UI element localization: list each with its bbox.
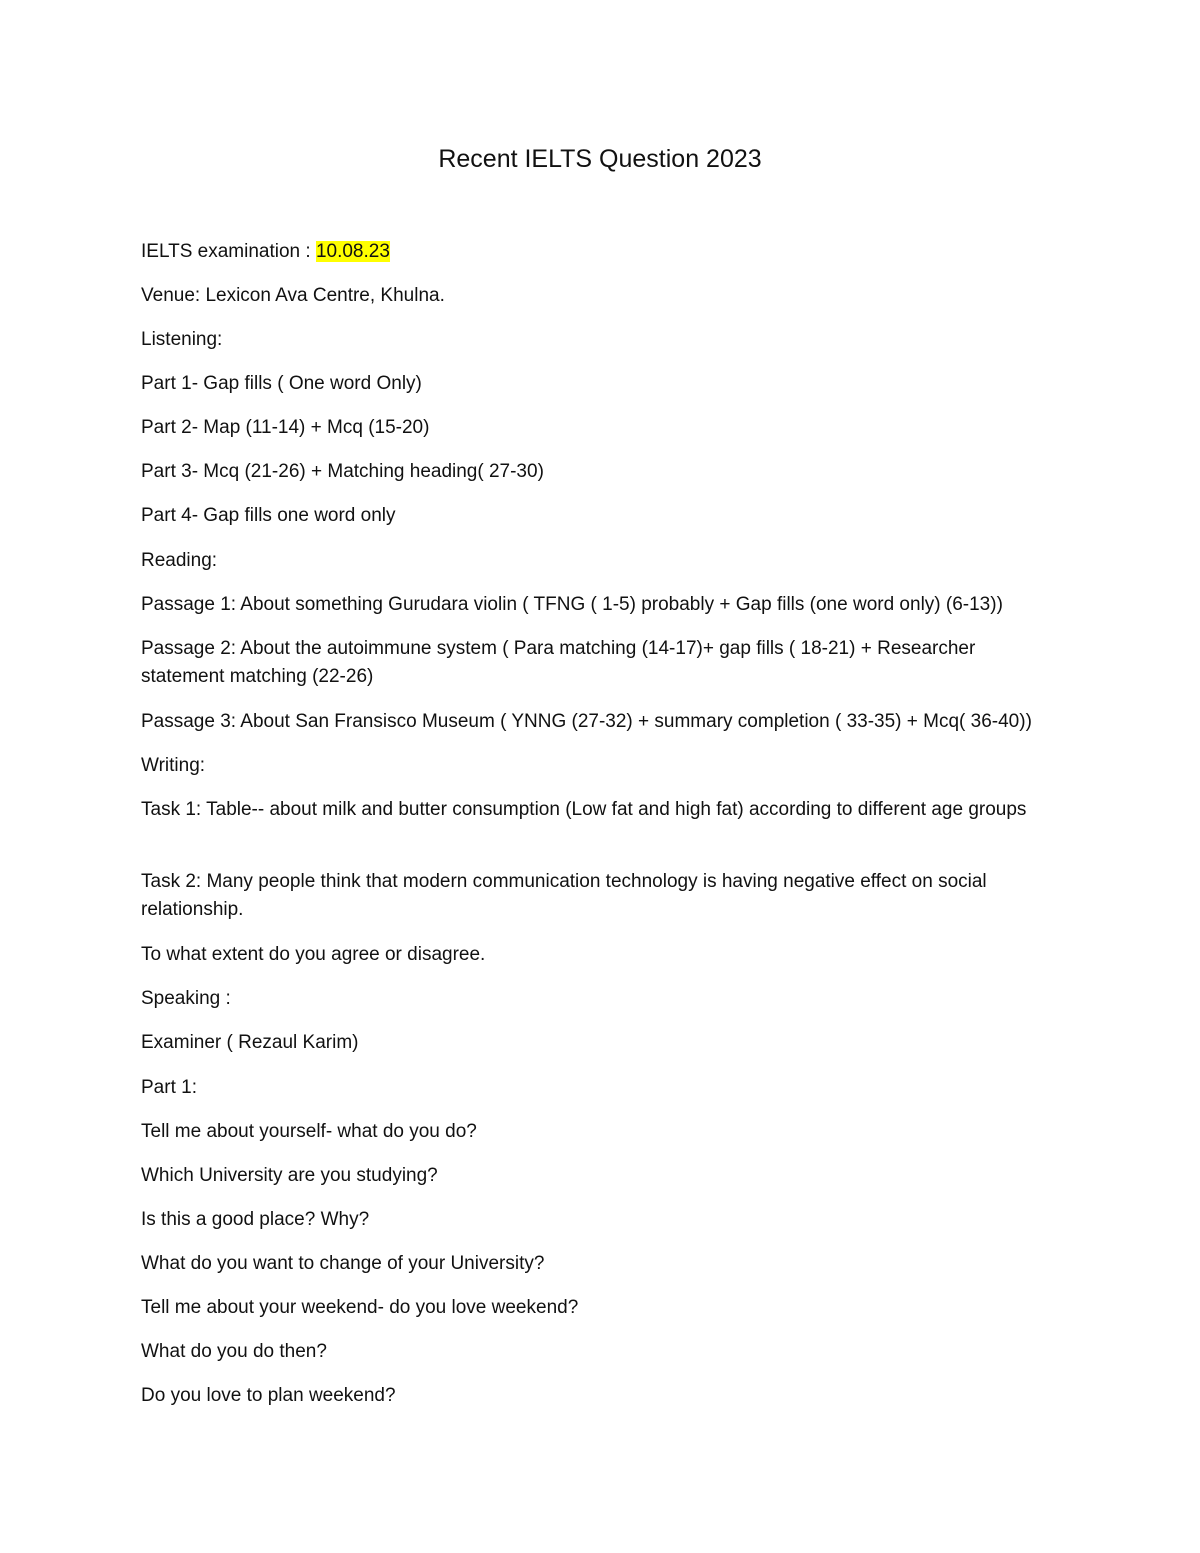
listening-heading: Listening: — [141, 329, 223, 350]
writing-task-2-question: To what extent do you agree or disagree. — [141, 944, 486, 965]
writing-heading: Writing: — [141, 755, 206, 776]
speaking-question-3: Is this a good place? Why? — [141, 1209, 370, 1230]
reading-passage-1: Passage 1: About something Gurudara violin ( TFNG ( 1-5) probably + Gap fills (one word only) (6-13)) — [141, 594, 1003, 615]
speaking-question-4: What do you want to change of your University? — [141, 1253, 545, 1274]
speaking-examiner: Examiner ( Rezaul Karim) — [141, 1032, 359, 1053]
venue-line: Venue: Lexicon Ava Centre, Khulna. — [141, 285, 445, 306]
listening-part-4: Part 4- Gap fills one word only — [141, 505, 396, 526]
listening-part-1: Part 1- Gap fills ( One word Only) — [141, 373, 422, 394]
speaking-heading: Speaking : — [141, 988, 231, 1009]
speaking-question-2: Which University are you studying? — [141, 1165, 438, 1186]
speaking-question-7: Do you love to plan weekend? — [141, 1385, 396, 1406]
exam-date-highlight: 10.08.23 — [315, 241, 390, 262]
speaking-question-5: Tell me about your weekend- do you love weekend? — [141, 1297, 579, 1318]
speaking-question-1: Tell me about yourself- what do you do? — [141, 1121, 477, 1142]
exam-date-line — [141, 238, 1061, 266]
speaking-question-6: What do you do then? — [141, 1341, 327, 1362]
reading-heading: Reading: — [141, 550, 218, 571]
listening-part-2: Part 2- Map (11-14) + Mcq (15-20) — [141, 417, 430, 438]
speaking-part-1-heading: Part 1: — [141, 1077, 197, 1098]
document-title: Recent IELTS Question 2023 — [438, 145, 762, 173]
listening-part-3: Part 3- Mcq (21-26) + Matching heading( 27-30) — [141, 461, 544, 482]
exam-date-label: IELTS examination : — [141, 241, 316, 262]
reading-passage-2: Passage 2: About the autoimmune system ( Para matching (14-17)+ gap fills ( 18-21) + Researcher statement matching (22-26) — [141, 638, 976, 687]
writing-task-2: Task 2: Many people think that modern communication technology is having negative effect on social relationship. — [141, 871, 987, 920]
writing-task-1: Task 1: Table-- about milk and butter consumption (Low fat and high fat) according to different age groups — [141, 799, 1027, 820]
reading-passage-3: Passage 3: About San Fransisco Museum ( YNNG (27-32) + summary completion ( 33-35) + Mcq( 36-40)) — [141, 711, 1032, 732]
